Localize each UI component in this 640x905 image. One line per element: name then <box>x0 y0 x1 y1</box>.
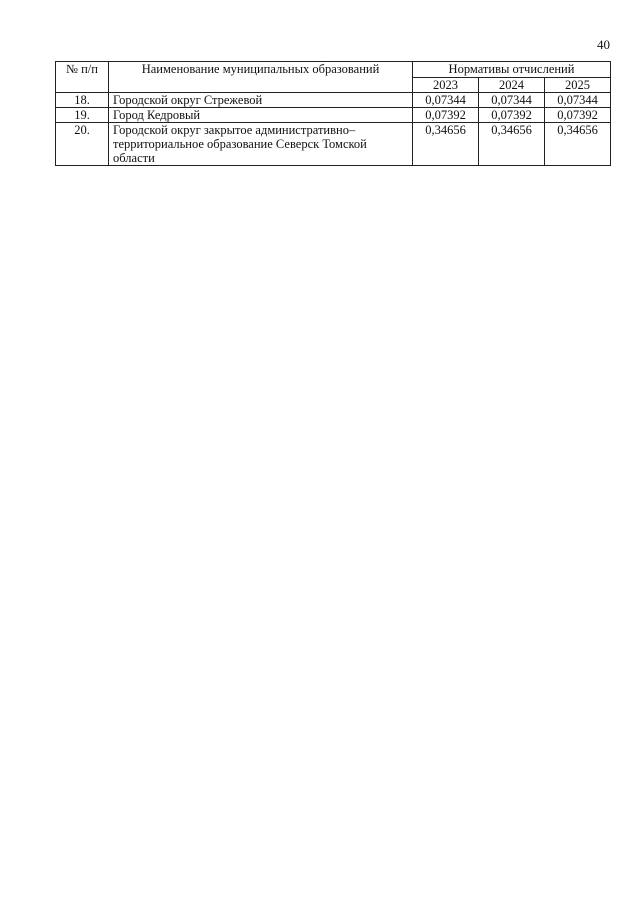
header-year-2023: 2023 <box>413 78 479 93</box>
value-2023: 0,07392 <box>413 108 479 123</box>
table-row <box>56 93 611 108</box>
header-year-2025: 2025 <box>545 78 611 93</box>
allocation-norms-table <box>55 61 611 166</box>
municipality-name: Городской округ Стрежевой <box>109 93 413 108</box>
municipality-name: Город Кедровый <box>109 108 413 123</box>
header-number: № п/п <box>56 62 109 93</box>
value-2025: 0,34656 <box>545 123 611 166</box>
table-row <box>56 108 611 123</box>
value-2025: 0,07344 <box>545 93 611 108</box>
header-allocation-norms: Нормативы отчислений <box>413 62 611 78</box>
value-2024: 0,34656 <box>479 123 545 166</box>
value-2023: 0,07344 <box>413 93 479 108</box>
row-number: 19. <box>56 108 109 123</box>
value-2024: 0,07344 <box>479 93 545 108</box>
header-year-2024: 2024 <box>479 78 545 93</box>
page-number: 40 <box>597 37 610 52</box>
value-2025: 0,07392 <box>545 108 611 123</box>
row-number: 18. <box>56 93 109 108</box>
table-row <box>56 123 611 166</box>
header-municipality-name: Наименование муниципальных образований <box>109 62 413 93</box>
value-2024: 0,07392 <box>479 108 545 123</box>
value-2023: 0,34656 <box>413 123 479 166</box>
municipality-name: Городской округ закрытое административно–территориальное образование Северск Томской области <box>109 123 413 166</box>
row-number: 20. <box>56 123 109 166</box>
